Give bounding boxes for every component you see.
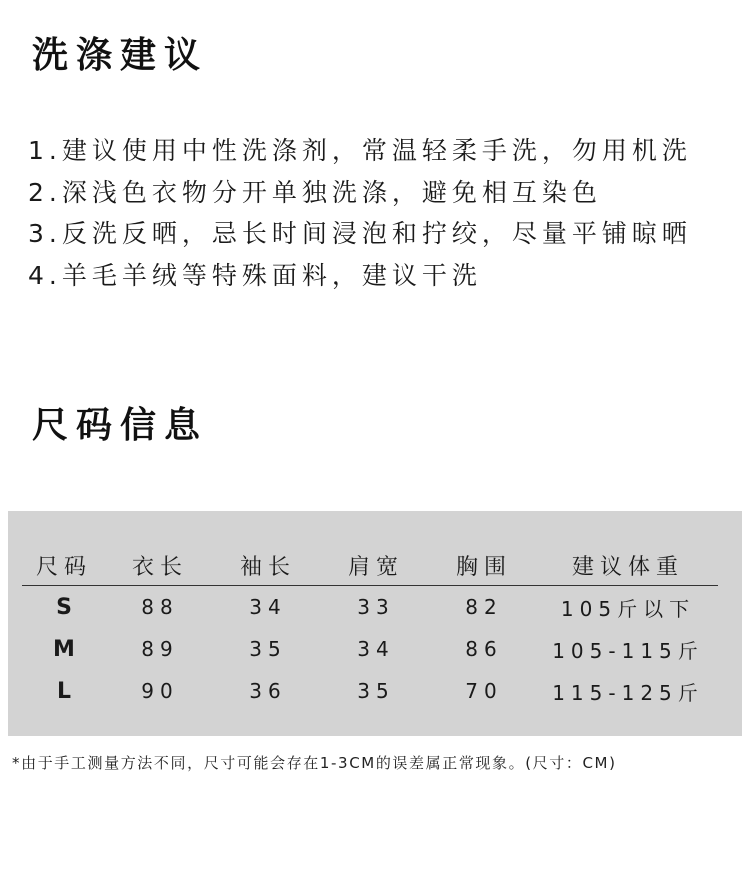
header-sleeve: 袖长 (214, 545, 322, 586)
chest-value: 86 (465, 637, 503, 661)
size-label: L (56, 678, 72, 704)
chest-value: 70 (465, 679, 503, 703)
size-label: S (56, 594, 72, 620)
shoulder-value: 35 (357, 679, 395, 703)
length-value: 90 (141, 679, 179, 703)
measurement-footnote: *由于手工测量方法不同，尺寸可能会存在1-3CM的误差属正常现象。(尺寸：CM) (12, 754, 617, 772)
table-row (22, 670, 718, 712)
length-value: 89 (141, 637, 179, 661)
header-length: 衣长 (106, 545, 214, 586)
care-section-title: 洗涤建议 (32, 35, 209, 76)
size-table-header-row (22, 545, 718, 586)
table-row (22, 628, 718, 670)
table-row (22, 586, 718, 629)
weight-value: 105斤以下 (560, 596, 696, 621)
header-chest: 胸围 (430, 545, 538, 586)
care-instructions-list (28, 130, 692, 296)
size-table (22, 545, 718, 712)
size-label: M (53, 636, 75, 662)
header-weight: 建议体重 (538, 545, 718, 586)
header-size: 尺码 (22, 545, 106, 586)
care-item: 2.深浅色衣物分开单独洗涤，避免相互染色 (28, 177, 602, 207)
sleeve-value: 35 (249, 637, 287, 661)
care-item: 4.羊毛羊绒等特殊面料，建议干洗 (28, 260, 482, 290)
length-value: 88 (141, 595, 179, 619)
sleeve-value: 34 (249, 595, 287, 619)
weight-value: 105-115斤 (552, 638, 704, 663)
size-section-title: 尺码信息 (32, 405, 209, 446)
sleeve-value: 36 (249, 679, 287, 703)
care-item: 3.反洗反晒，忌长时间浸泡和拧绞，尽量平铺晾晒 (28, 219, 692, 248)
care-item: 1.建议使用中性洗涤剂，常温轻柔手洗，勿用机洗 (28, 136, 692, 165)
shoulder-value: 33 (357, 595, 395, 619)
size-table-panel (8, 511, 742, 736)
weight-value: 115-125斤 (552, 680, 704, 705)
header-shoulder: 肩宽 (322, 545, 430, 586)
chest-value: 82 (465, 595, 503, 619)
shoulder-value: 34 (357, 637, 395, 661)
